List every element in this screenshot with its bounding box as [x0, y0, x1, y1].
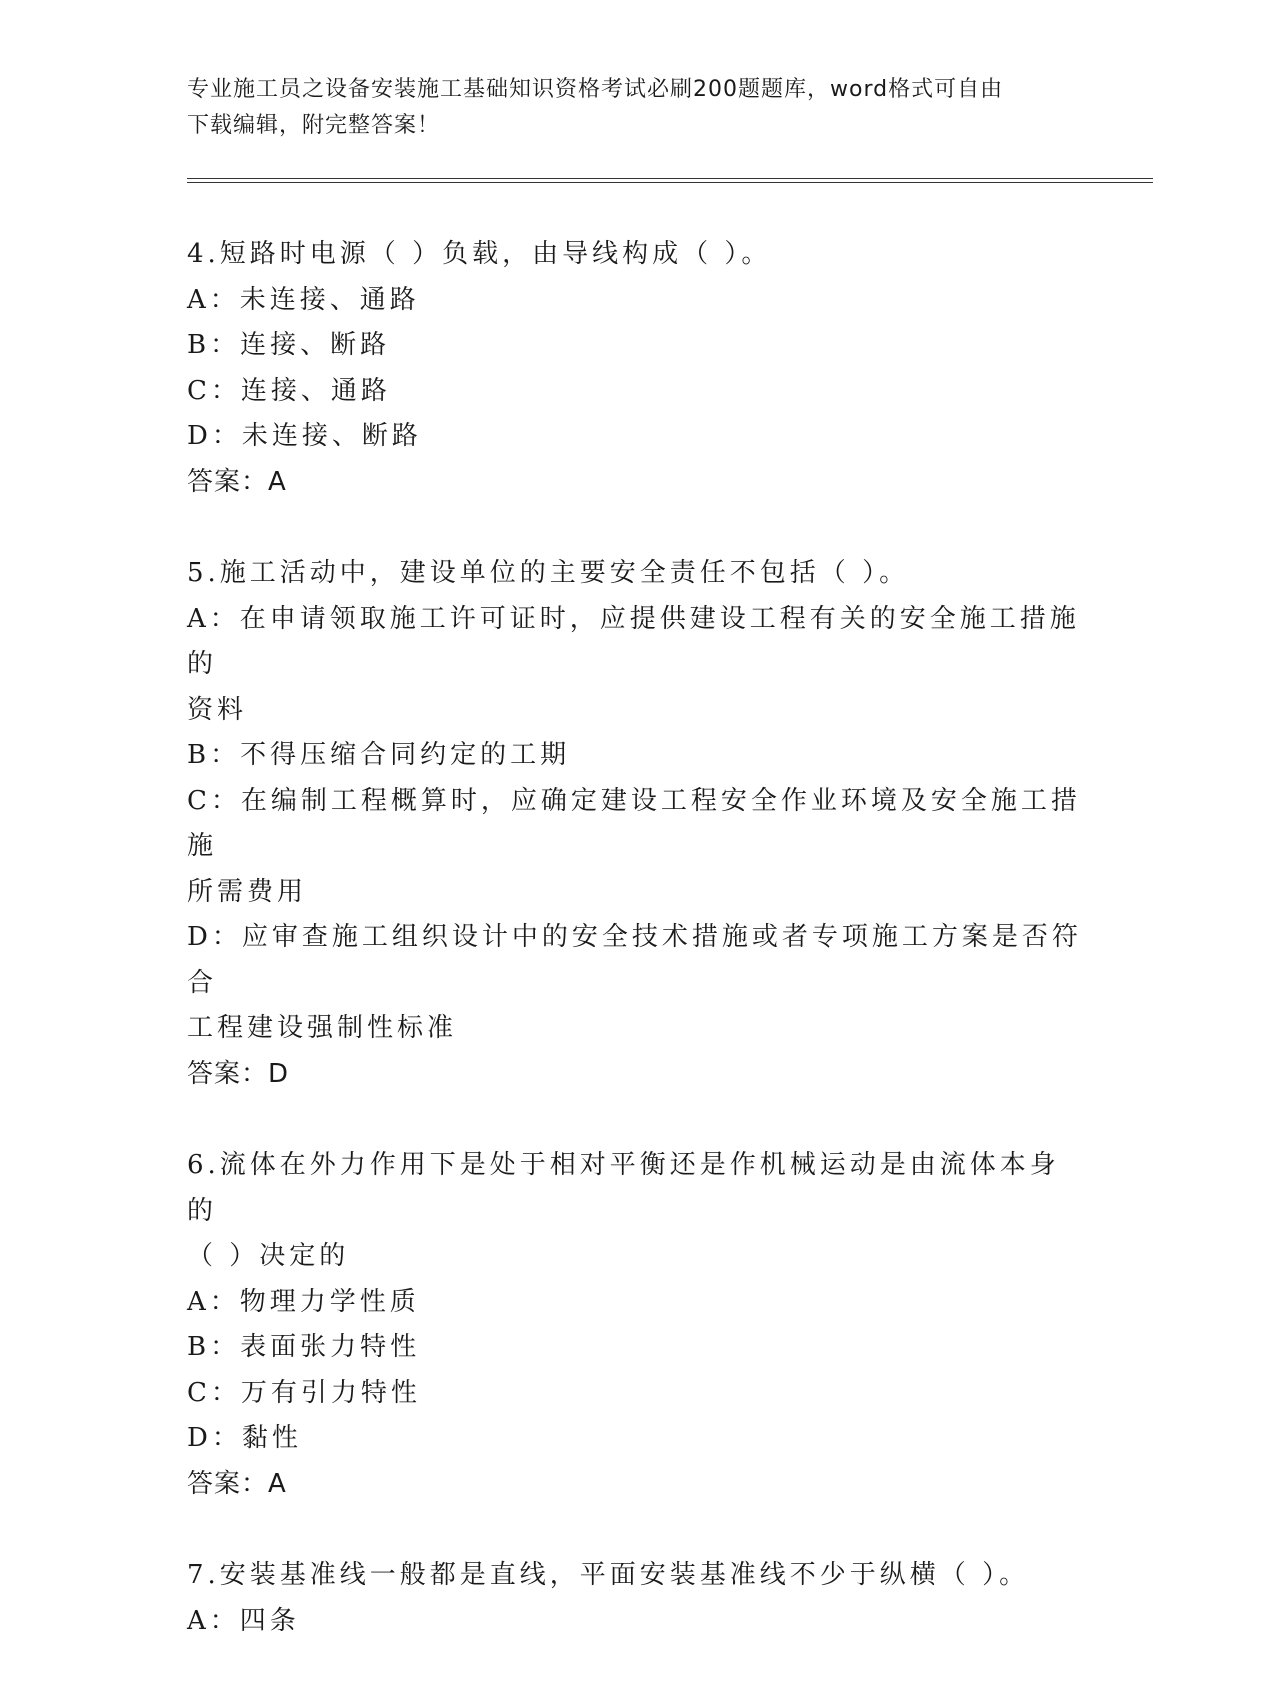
question-list [187, 232, 1087, 1690]
answer-line: 答案：A [187, 466, 287, 497]
document-header [187, 72, 1067, 144]
answer-line: 答案：D [187, 1058, 290, 1089]
option-line: B：不得压缩合同约定的工期 [187, 740, 571, 770]
option-line: C：万有引力特性 [187, 1377, 421, 1408]
question-stem: 6.流体在外力作用下是处于相对平衡还是作机械运动是由流体本身的 [187, 1150, 1060, 1226]
option-line: C：在编制工程概算时，应确定建设工程安全作业环境及安全施工措施 [187, 785, 1081, 861]
question-stem: 4.短路时电源（ ）负载，由导线构成（ ）。 [187, 239, 772, 269]
header-line-2: 下载编辑，附完整答案！ [187, 113, 441, 138]
option-line: D：黏性 [187, 1423, 302, 1453]
header-line-1: 专业施工员之设备安装施工基础知识资格考试必刷200题题库，word格式可自由 [187, 77, 1004, 102]
question-stem: （ ）决定的 [187, 1241, 350, 1271]
option-line: A：未连接、通路 [187, 284, 420, 315]
question-item [187, 551, 1087, 1097]
question-item [187, 1143, 1087, 1507]
header-divider [187, 178, 1153, 183]
option-line: 工程建设强制性标准 [187, 1013, 458, 1043]
option-line: D：应审查施工组织设计中的安全技术措施或者专项施工方案是否符合 [187, 922, 1082, 998]
question-stem: 5.施工活动中，建设单位的主要安全责任不包括（ ）。 [187, 558, 910, 588]
option-line: A：在申请领取施工许可证时，应提供建设工程有关的安全施工措施的 [187, 603, 1080, 679]
option-line: B：表面张力特性 [187, 1332, 421, 1362]
option-line: 资料 [187, 694, 248, 725]
question-stem: 7.安装基准线一般都是直线，平面安装基准线不少于纵横（ ）。 [187, 1560, 1030, 1590]
option-line: A：物理力学性质 [187, 1286, 420, 1317]
option-line: 所需费用 [187, 876, 308, 907]
option-line: B：连接、断路 [187, 330, 391, 360]
option-line: A：四条 [187, 1605, 300, 1636]
question-item [187, 232, 1087, 505]
option-line: D：未连接、断路 [187, 421, 422, 451]
question-item [187, 1553, 1087, 1644]
answer-line: 答案：A [187, 1468, 287, 1499]
option-line: C：连接、通路 [187, 375, 391, 406]
